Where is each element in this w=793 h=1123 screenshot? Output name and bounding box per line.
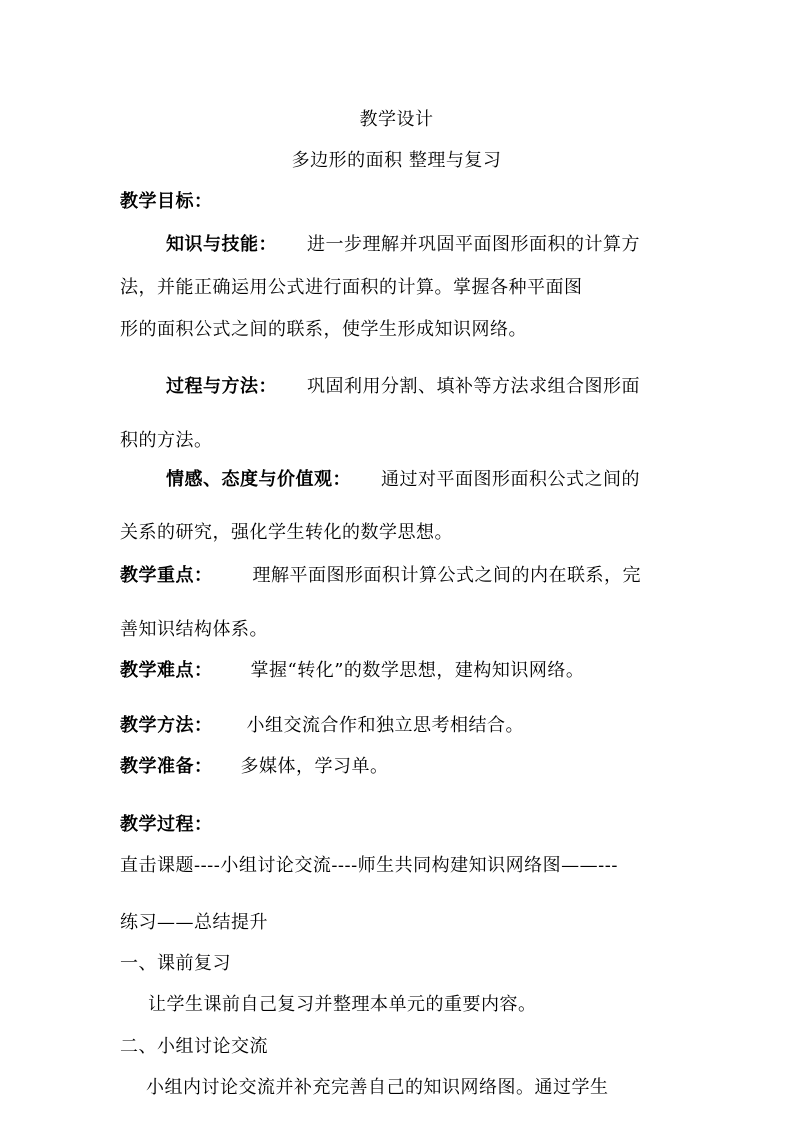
- knowledge-line: [166, 233, 640, 257]
- knowledge-continuation-2: 形的面积公式之间的联系，使学生形成知识网络。: [120, 319, 527, 340]
- preparation-line: [120, 755, 389, 779]
- knowledge-label: 知识与技能：: [166, 234, 277, 255]
- key-points-label: 教学重点：: [120, 565, 213, 586]
- methods-line: [120, 714, 524, 738]
- knowledge-text: 进一步理解并巩固平面图形面积的计算方: [307, 234, 640, 255]
- document-title: 教学设计: [359, 109, 434, 130]
- document-subtitle: 多边形的面积 整理与复习: [291, 150, 502, 171]
- process-flow-line-2: 练习——总结提升: [120, 912, 268, 933]
- knowledge-continuation-1: 法，并能正确运用公式进行面积的计算。掌握各种平面图: [120, 277, 583, 298]
- objectives-heading: 教学目标：: [120, 191, 213, 212]
- process-line: [166, 375, 640, 399]
- difficulties-text: 掌握“转化”的数学思想，建构知识网络。: [250, 660, 585, 681]
- preparation-label: 教学准备：: [120, 756, 213, 777]
- section-1-heading: 一、课前复习: [120, 953, 231, 974]
- methods-label: 教学方法：: [120, 715, 213, 736]
- section-2-heading: 二、小组讨论交流: [120, 1036, 268, 1057]
- difficulties-line: [120, 659, 584, 683]
- emotion-continuation: 关系的研究，强化学生转化的数学思想。: [120, 522, 453, 543]
- emotion-label: 情感、态度与价值观：: [166, 469, 351, 490]
- preparation-text: 多媒体，学习单。: [240, 756, 389, 777]
- section-1-text: 让学生课前自己复习并整理本单元的重要内容。: [148, 994, 537, 1015]
- process-text: 巩固利用分割、填补等方法求组合图形面: [307, 376, 640, 397]
- section-2-text: 小组内讨论交流并补充完善自己的知识网络图。通过学生: [146, 1077, 609, 1098]
- emotion-text: 通过对平面图形面积公式之间的: [381, 469, 640, 490]
- key-points-continuation: 善知识结构体系。: [120, 619, 268, 640]
- process-label: 过程与方法：: [166, 376, 277, 397]
- emotion-line: [166, 468, 640, 492]
- key-points-line: [120, 564, 641, 588]
- key-points-text: 理解平面图形面积计算公式之间的内在联系，完: [252, 565, 641, 586]
- process-heading: 教学过程：: [120, 814, 213, 835]
- methods-text: 小组交流合作和独立思考相结合。: [246, 715, 524, 736]
- difficulties-label: 教学难点：: [120, 660, 213, 681]
- process-flow-line-1: 直击课题----小组讨论交流----师生共同构建知识网络图——---: [120, 855, 618, 876]
- process-continuation: 积的方法。: [120, 430, 213, 451]
